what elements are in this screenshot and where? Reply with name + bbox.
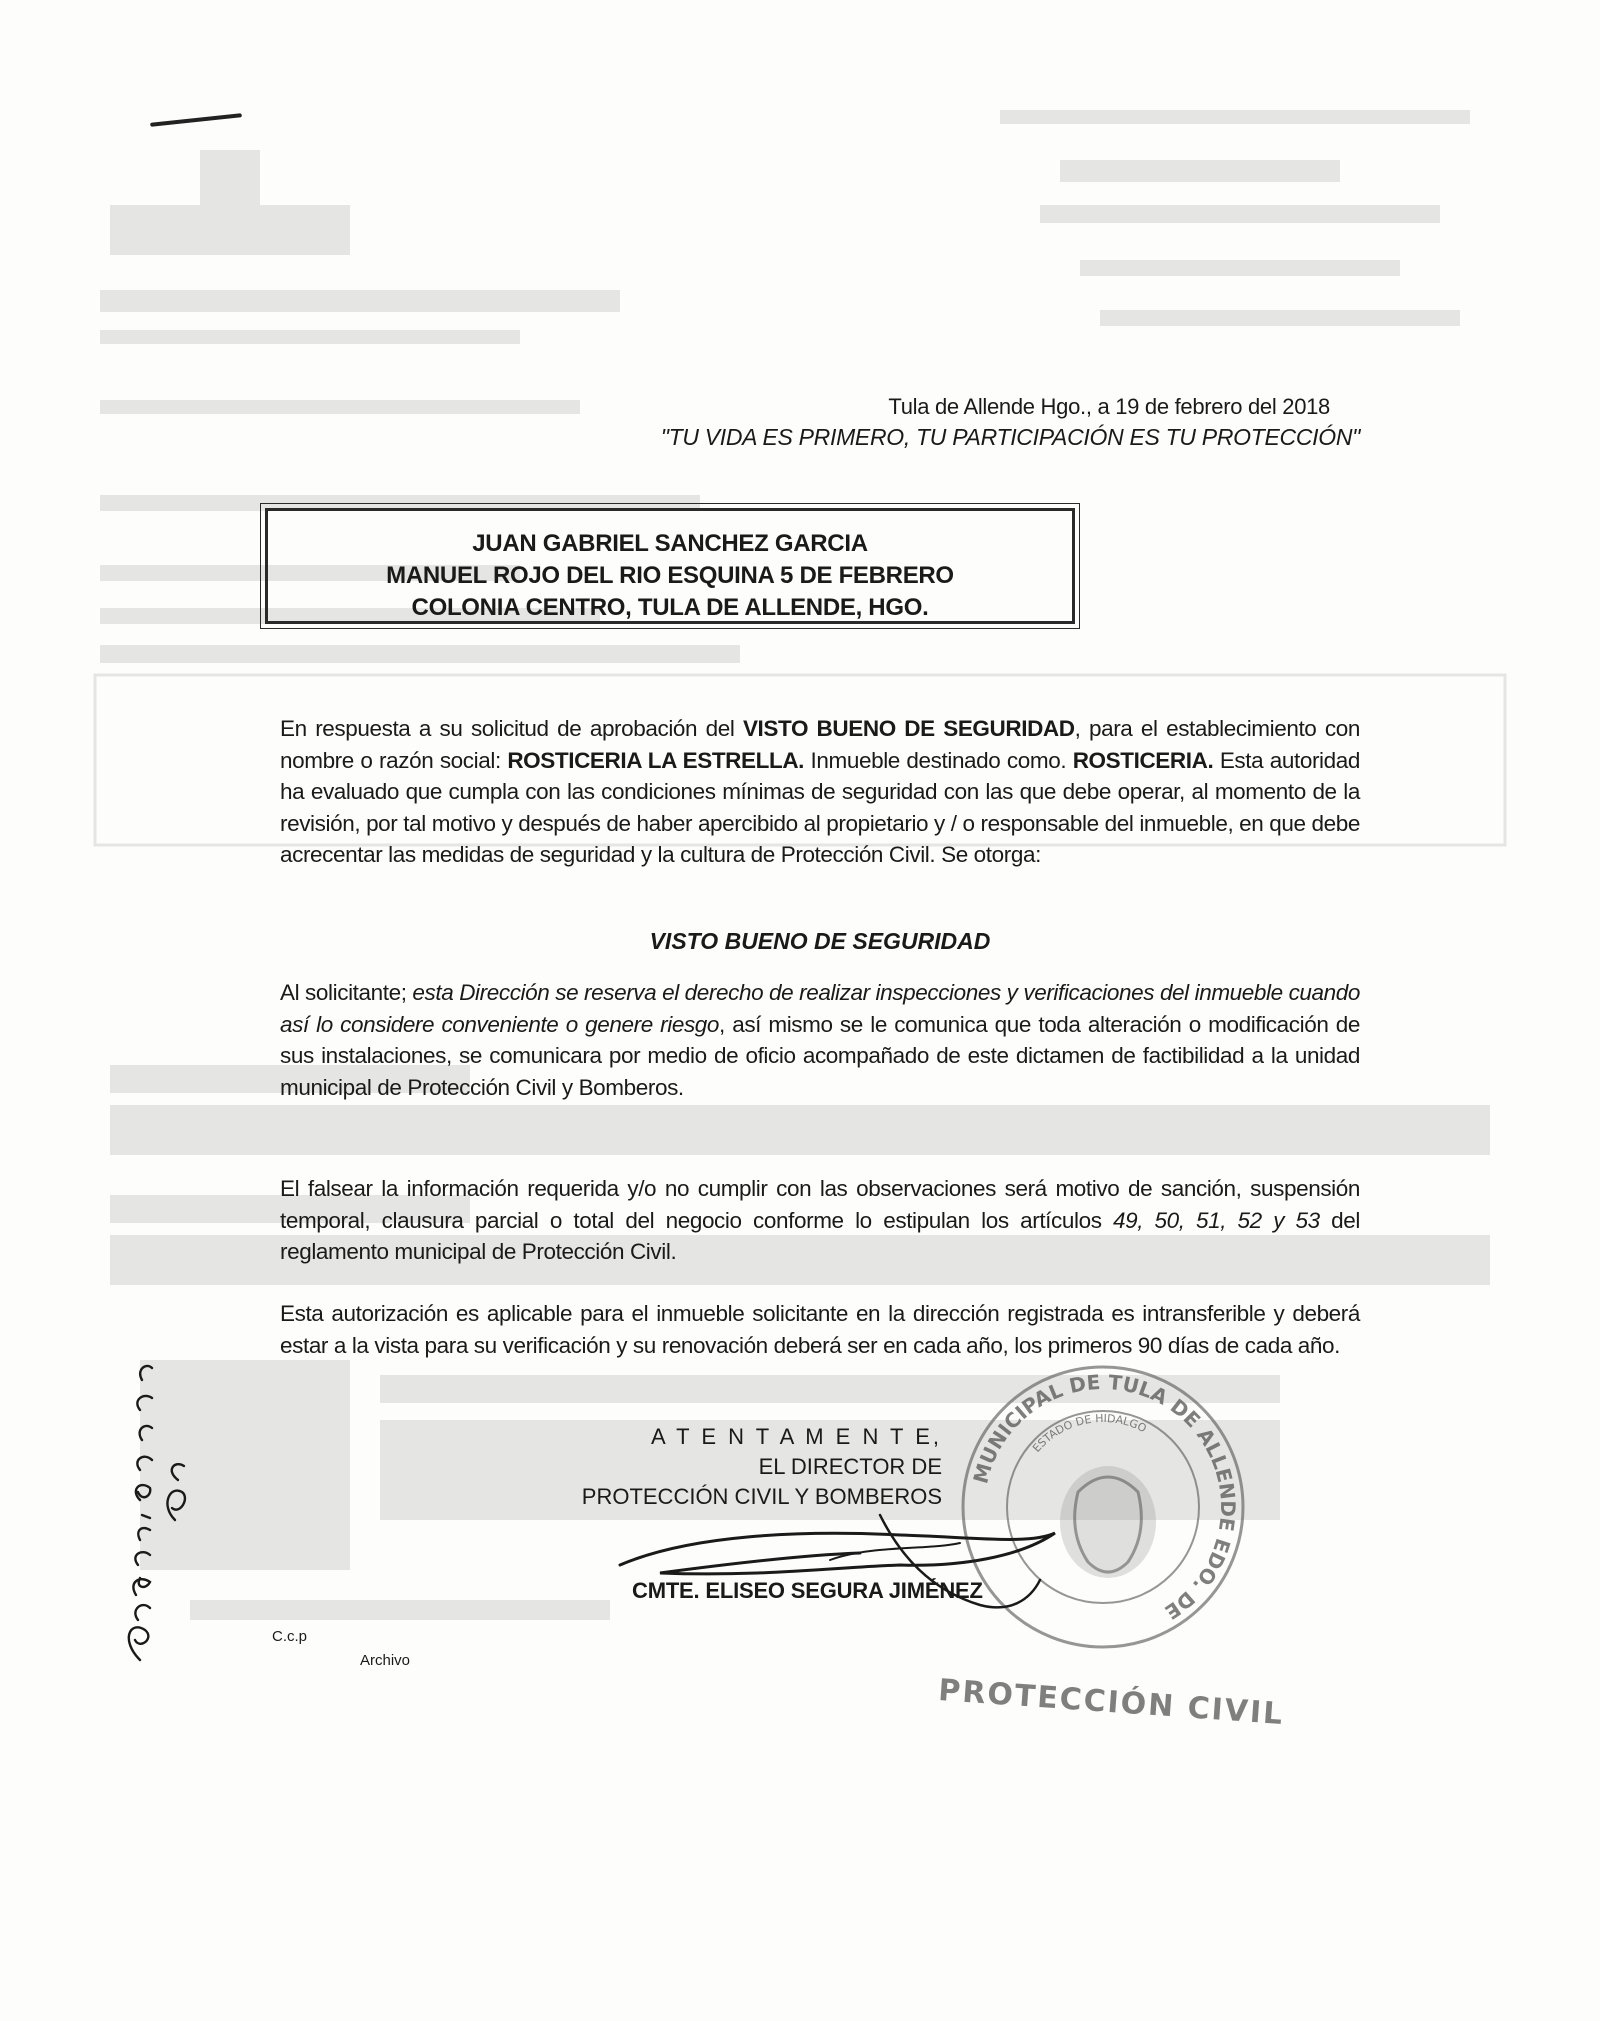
p1-text-3: Inmueble destinado como. bbox=[804, 747, 1073, 773]
signer-name: CMTE. ELISEO SEGURA JIMÉNEZ bbox=[632, 1578, 983, 1603]
institutional-motto: "TU VIDA ES PRIMERO, TU PARTICIPACIÓN ES TU PROTECCIÓN" bbox=[660, 424, 1360, 450]
place-and-date: Tula de Allende Hgo., a 19 de febrero del 2018 bbox=[888, 394, 1330, 419]
paragraph-inspections bbox=[280, 977, 1360, 1103]
pen-mark bbox=[150, 113, 242, 127]
p1-bold-visto-bueno: VISTO BUENO DE SEGURIDAD bbox=[742, 716, 1075, 741]
carbon-copy-label: C.c.p bbox=[272, 1628, 308, 1645]
signer-role-1: EL DIRECTOR DE bbox=[758, 1454, 942, 1479]
p1-bold-business-name: ROSTICERIA LA ESTRELLA. bbox=[507, 747, 805, 773]
recipient-address-line-2: COLONIA CENTRO, TULA DE ALLENDE, HGO. bbox=[411, 594, 929, 621]
grant-heading: VISTO BUENO DE SEGURIDAD bbox=[649, 928, 991, 954]
recipient-name: JUAN GABRIEL SANCHEZ GARCIA bbox=[472, 530, 868, 557]
p3-text-1: El falsear la información requerida y/o no cumplir con las observaciones será motivo de sanción, suspensión temporal, clausura parcial o total del negocio conforme lo estipulan los artículos bbox=[280, 1176, 1360, 1233]
handwritten-signature bbox=[600, 1495, 1070, 1625]
p1-text-2: , para el establecimiento con nombre o razón social: bbox=[280, 716, 1360, 773]
paragraph-request bbox=[280, 713, 1360, 871]
p1-bold-use: ROSTICERIA. bbox=[1072, 747, 1214, 773]
p2-italic-clause: esta Dirección se reserva el derecho de realizar inspecciones y verificaciones del inmueble cuando así lo considere conveniente o genere riesgo bbox=[280, 980, 1360, 1037]
p2-text-2: , así mismo se le comunica que toda alteración o modificación de sus instalaciones, se comunicara por medio de oficio acompañado de este dictamen de factibilidad a la unidad municipal de Protección Civil y Bomberos. bbox=[280, 1011, 1360, 1100]
p3-text-2: del reglamento municipal de Protección Civil. bbox=[280, 1207, 1360, 1264]
carbon-copy-archive: Archivo bbox=[360, 1652, 411, 1669]
paragraph-sanctions bbox=[280, 1173, 1360, 1268]
seal-ring-text: MUNICIPAL DE TULA DE ALLENDE EDO. DE bbox=[968, 1369, 1241, 1625]
seal-inner-text: ESTADO DE HIDALGO bbox=[1030, 1411, 1149, 1455]
recipient-address-box bbox=[265, 508, 1075, 624]
paragraph-validity: Esta autorización es aplicable para el inmueble solicitante en la dirección registrada es intransferible y deberá estar a la vista para su verificación y su renovación deberá ser en cada año, los primeros 90 días de cada año. bbox=[280, 1301, 1360, 1358]
stamp-department-label: PROTECCIÓN CIVIL bbox=[937, 1672, 1286, 1733]
svg-text:ESTADO DE HIDALGO bbox=[1030, 1412, 1149, 1455]
p2-text-1: Al solicitante; bbox=[280, 980, 413, 1005]
p1-text-1: En respuesta a su solicitud de aprobación del bbox=[280, 716, 743, 741]
p1-text-4: Esta autoridad ha evaluado que cumpla con las condiciones mínimas de seguridad con las que debe operar, al momento de la revisión, por tal motivo y después de haber apercibido al propietario y / o responsable del inmueble, en que debe acrecentar las medidas de seguridad y la cultura de Protección Civil. Se otorga: bbox=[280, 747, 1360, 867]
recipient-address-line-1: MANUEL ROJO DEL RIO ESQUINA 5 DE FEBRERO bbox=[386, 562, 954, 589]
p3-italic-articles: 49, 50, 51, 52 y 53 bbox=[1113, 1207, 1320, 1233]
signer-role-2: PROTECCIÓN CIVIL Y BOMBEROS bbox=[581, 1484, 942, 1509]
closing-salutation: A T E N T A M E N T E, bbox=[651, 1424, 942, 1449]
handwritten-receipt-note bbox=[80, 1320, 200, 1680]
